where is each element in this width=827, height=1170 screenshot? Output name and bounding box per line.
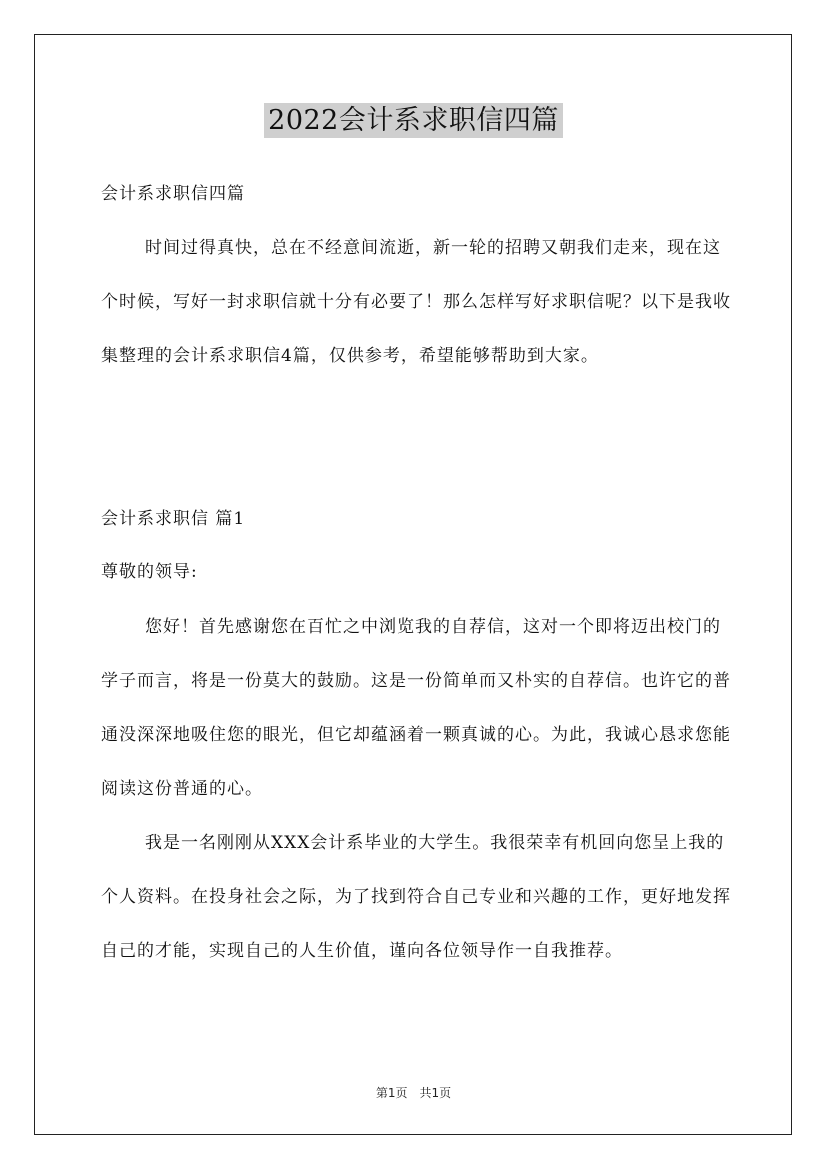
body-paragraph-1: 您好！首先感谢您在百忙之中浏览我的自荐信，这对一个即将迈出校门的学子而言，将是一份莫大的鼓励。这是一份简单而又朴实的自荐信。也许它的普通没深深地吸住您的眼光，但它却蕴涵着一颗真诚的心。为此，我诚心恳求您能阅读这份普通的心。 [101, 617, 731, 799]
section-heading: 会计系求职信 篇1 [101, 509, 246, 529]
salutation: 尊敬的领导: [101, 562, 198, 582]
body-paragraph-2: 我是一名刚刚从XXX会计系毕业的大学生。我很荣幸有机回向您呈上我的个人资料。在投身社会之际，为了找到符合自己专业和兴趣的工作，更好地发挥自己的才能，实现自己的人生价值，谨向各位领导作一自我推荐。 [101, 833, 731, 961]
page-footer: 第1页 共1页 [375, 1086, 452, 1100]
document-title-text: 2022会计系求职信四篇 [264, 103, 563, 138]
document-subtitle: 会计系求职信四篇 [101, 184, 245, 204]
document-title [0, 98, 827, 144]
intro-paragraph: 时间过得真快，总在不经意间流逝，新一轮的招聘又朝我们走来，现在这个时候，写好一封求职信就十分有必要了！那么怎样写好求职信呢？以下是我收集整理的会计系求职信4篇，仅供参考，希望能够帮助到大家。 [101, 238, 731, 366]
